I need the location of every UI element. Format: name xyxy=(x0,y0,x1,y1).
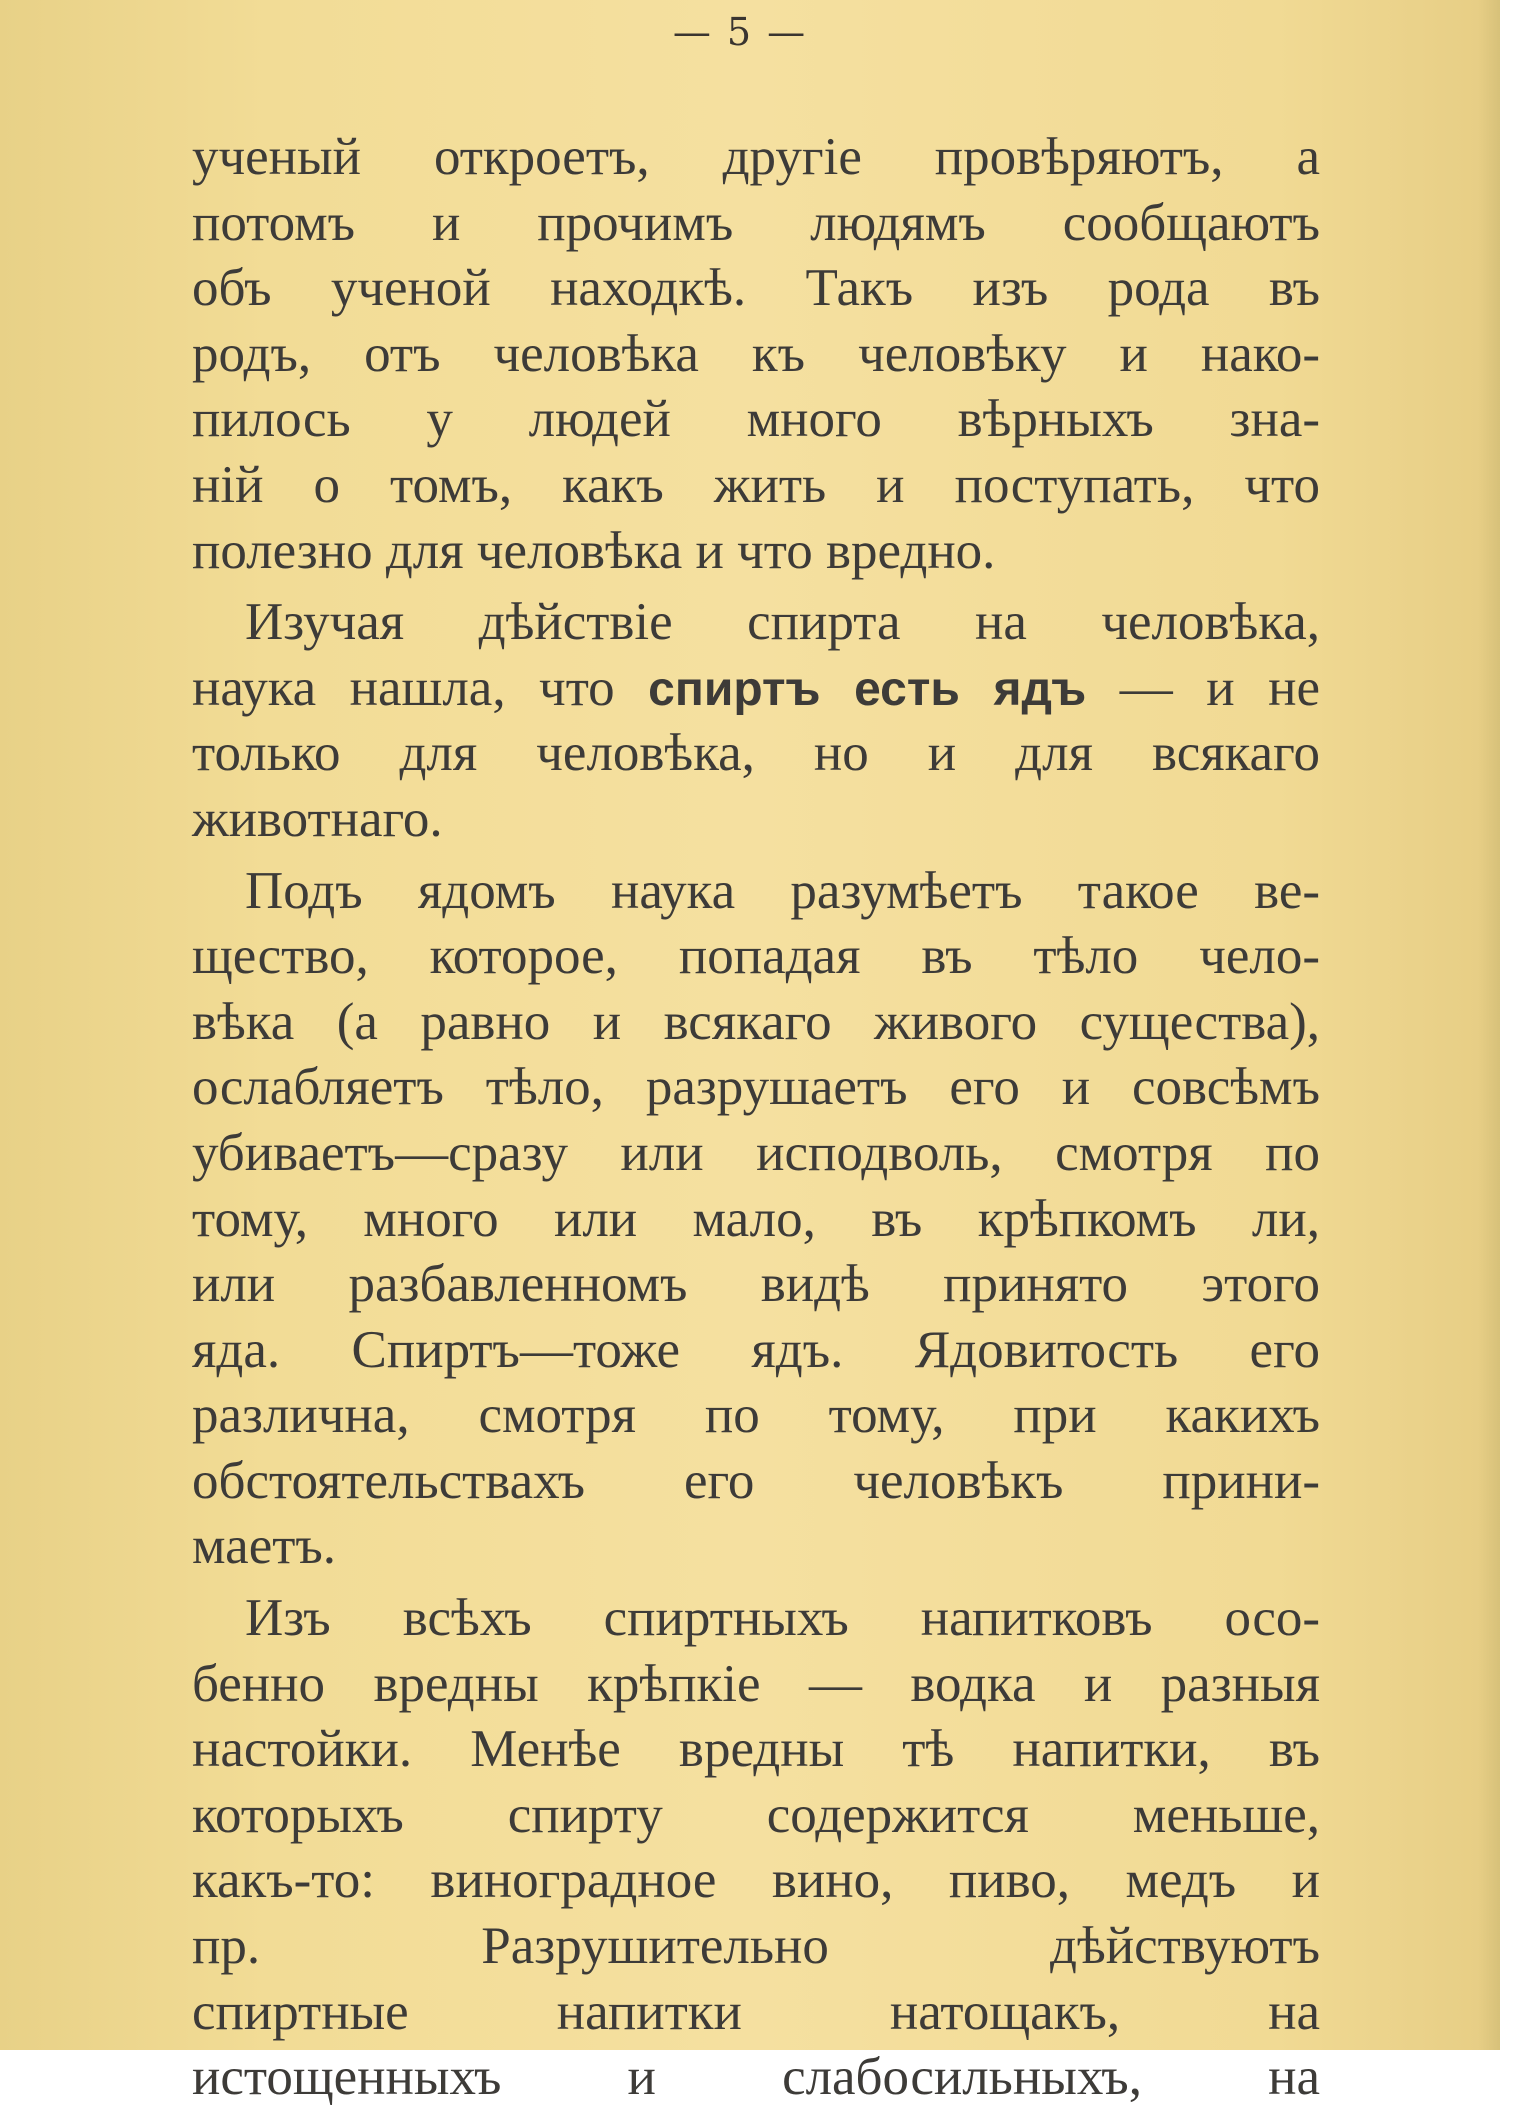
text-line: яда. Спиртъ—тоже ядъ. Ядовитость его xyxy=(192,1320,1320,1379)
text-line: какъ-то: виноградное вино, пиво, медъ и xyxy=(192,1851,1320,1910)
text-line: полезно для человѣка и что вредно. xyxy=(192,521,996,580)
text-line: щество, которое, попадая въ тѣло чело- xyxy=(192,927,1320,986)
text-line: ученый откроетъ, другіе провѣряютъ, а xyxy=(192,128,1320,186)
text-line: пр. Разрушительно дѣйствуютъ xyxy=(192,1917,1320,1976)
poison-line-after: — и не xyxy=(1086,658,1320,717)
text-line: объ ученой находкѣ. Такъ изъ рода въ xyxy=(192,259,1320,318)
poison-emphasis: спиртъ есть ядъ xyxy=(648,662,1087,716)
text-line: истощенныхъ и слабосильныхъ, на xyxy=(192,2048,1320,2107)
body-text xyxy=(192,125,1320,2111)
text-line: родъ, отъ человѣка къ человѣку и нако- xyxy=(192,324,1320,383)
text-line: Изъ всѣхъ спиртныхъ напитковъ осо- xyxy=(245,1589,1320,1648)
text-line: ослабляетъ тѣло, разрушаетъ его и совсѣмъ xyxy=(192,1058,1320,1117)
text-line: бенно вредны крѣпкіе — водка и разныя xyxy=(192,1654,1320,1713)
text-line: тому, много или мало, въ крѣпкомъ ли, xyxy=(192,1189,1320,1248)
text-line: различна, смотря по тому, при какихъ xyxy=(192,1386,1320,1445)
text-line: только для человѣка, но и для всякаго xyxy=(192,724,1320,783)
text-line: Подъ ядомъ наука разумѣетъ такое ве- xyxy=(245,861,1320,920)
text-line: животнаго. xyxy=(192,789,443,848)
text-line: пилось у людей много вѣрныхъ зна- xyxy=(192,390,1320,449)
text-line: которыхъ спирту содержится меньше, xyxy=(192,1785,1320,1844)
page-number: — 5 — xyxy=(672,10,808,54)
poison-statement-line xyxy=(192,656,1320,722)
text-line: потомъ и прочимъ людямъ сообщаютъ xyxy=(192,193,1320,252)
text-line: ній о томъ, какъ жить и поступать, что xyxy=(192,455,1320,514)
text-line: Изучая дѣйствіе спирта на человѣка, xyxy=(245,593,1320,652)
text-line: спиртные напитки натощакъ, на xyxy=(192,1982,1320,2041)
text-line: обстоятельствахъ его человѣкъ прини- xyxy=(192,1451,1320,1510)
text-line: или разбавленномъ видѣ принято этого xyxy=(192,1255,1320,1314)
text-line: маетъ. xyxy=(192,1517,337,1576)
text-line: вѣка (а равно и всякаго живого существа), xyxy=(192,992,1320,1051)
poison-line-before: наука нашла, что xyxy=(192,658,649,717)
text-line: убиваетъ—сразу или исподволь, смотря по xyxy=(192,1123,1320,1182)
text-line: настойки. Менѣе вредны тѣ напитки, въ xyxy=(192,1720,1320,1779)
